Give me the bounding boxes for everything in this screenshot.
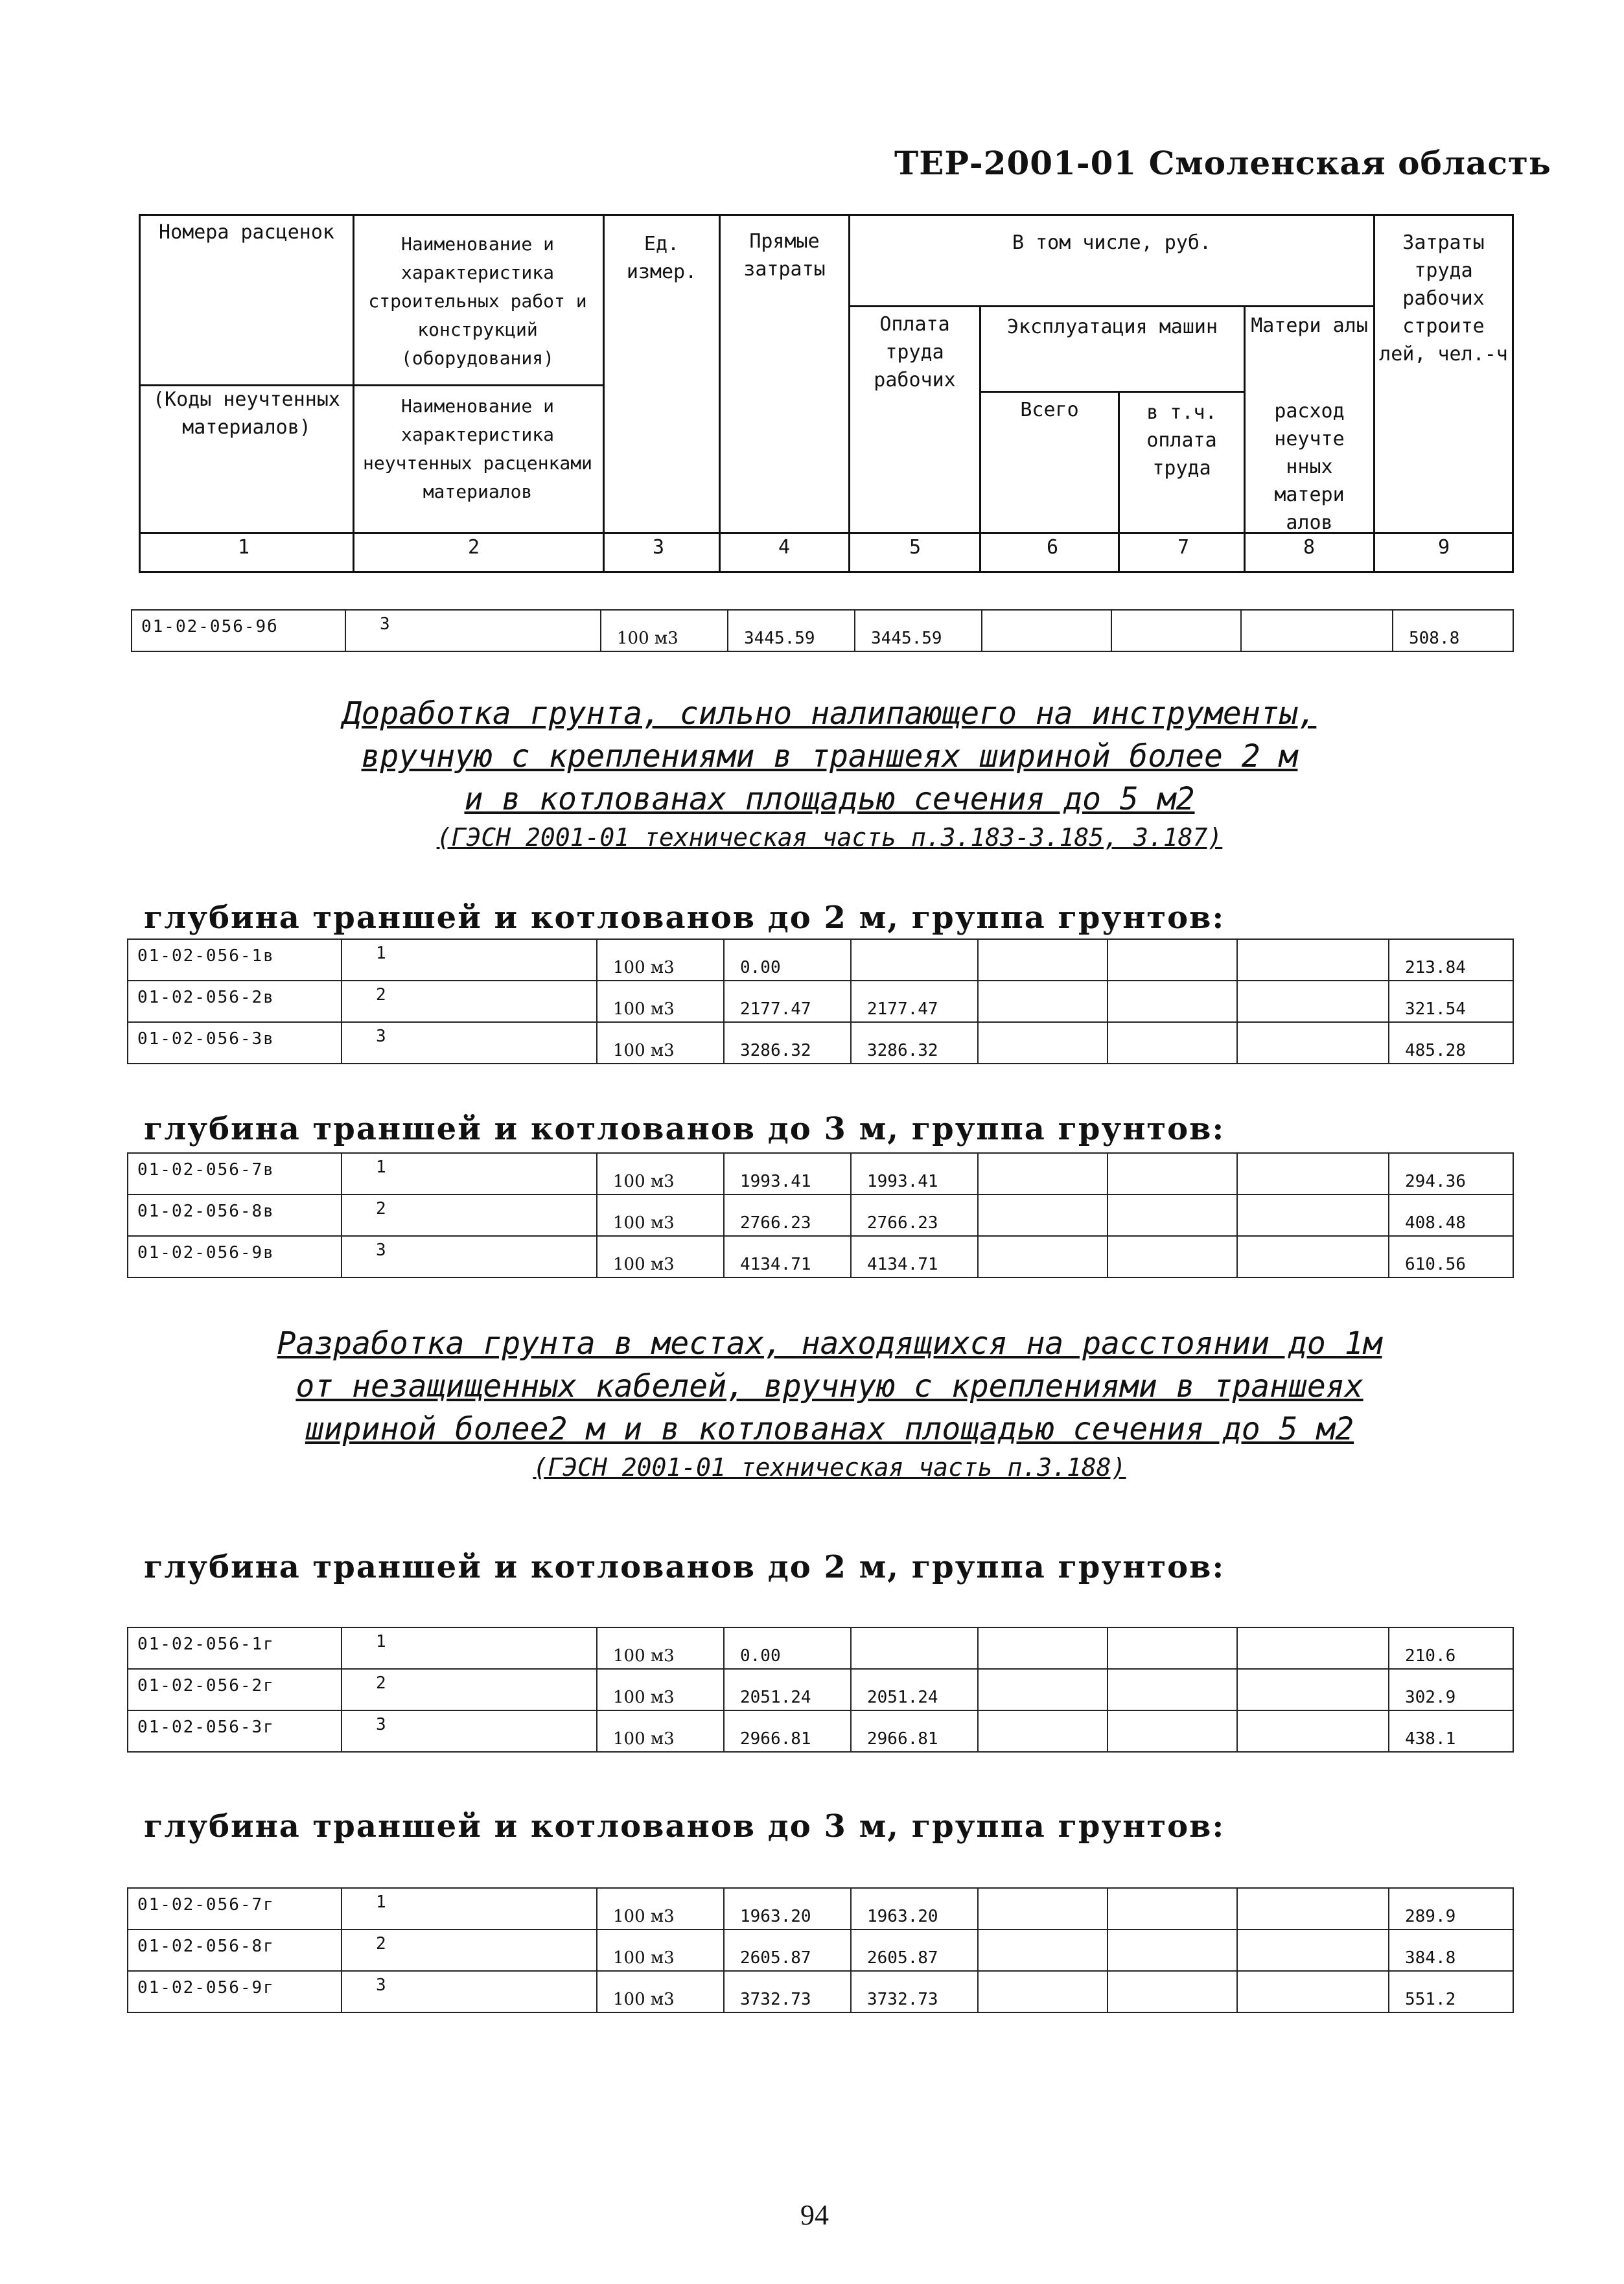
rate-code: 01-02-056-8в xyxy=(128,1195,342,1235)
col-num-7: 7 xyxy=(1177,536,1190,559)
unit: 100 м3 xyxy=(597,1670,725,1710)
header-machines-wage: в т.ч. оплата труда xyxy=(1146,401,1217,480)
wage: 4134.71 xyxy=(852,1237,979,1277)
direct-costs: 3445.59 xyxy=(728,611,855,651)
table-row xyxy=(128,1628,1513,1670)
section1-title xyxy=(149,692,1510,854)
section1-group2-subtitle: глубина траншей и котлованов до 3 м, группа грунтов: xyxy=(144,1111,1225,1147)
header-col1-bottom: (Коды неучтенных материалов) xyxy=(153,388,340,439)
section2-title-line: Разработка грунта в местах, находящихся на расстоянии до 1м xyxy=(277,1325,1382,1362)
labor-costs: 610.56 xyxy=(1405,1255,1466,1274)
direct-costs: 2766.23 xyxy=(725,1195,852,1235)
rate-code: 01-02-056-7в xyxy=(128,1154,342,1194)
wage: 2051.24 xyxy=(852,1670,979,1710)
unit: 100 м3 xyxy=(597,1972,725,2012)
rate-code: 01-02-056-9г xyxy=(128,1972,342,2012)
header-including: В том числе, руб. xyxy=(1012,231,1212,254)
table-row xyxy=(128,1023,1513,1064)
wage: 2605.87 xyxy=(852,1930,979,1970)
wage: 3445.59 xyxy=(855,611,982,651)
section1-group1-subtitle: глубина траншей и котлованов до 2 м, группа грунтов: xyxy=(144,900,1225,936)
soil-group: 2 xyxy=(342,981,597,1021)
soil-group: 2 xyxy=(342,1930,597,1970)
labor-costs: 485.28 xyxy=(1405,1041,1466,1060)
soil-group: 2 xyxy=(342,1195,597,1235)
col-num-3: 3 xyxy=(653,536,665,559)
labor-costs: 438.1 xyxy=(1405,1729,1456,1749)
soil-group: 2 xyxy=(342,1670,597,1710)
wage: 3732.73 xyxy=(852,1972,979,2012)
section1-title-line: вручную с креплениями в траншеях шириной более 2 м xyxy=(361,738,1298,775)
wage: 2177.47 xyxy=(852,981,979,1021)
soil-group: 1 xyxy=(342,1889,597,1929)
labor-costs: 408.48 xyxy=(1405,1213,1466,1233)
labor-costs: 508.8 xyxy=(1409,629,1460,648)
direct-costs: 3732.73 xyxy=(725,1972,852,2012)
header-wage: Оплата труда рабочих xyxy=(874,313,956,391)
section1-title-line: Доработка грунта, сильно налипающего на инструменты, xyxy=(342,695,1317,732)
section1-group1-table xyxy=(127,938,1514,1064)
table-row xyxy=(128,1889,1513,1930)
section2-title-line: от незащищенных кабелей, вручную с креплениями в траншеях xyxy=(296,1368,1363,1404)
col-num-6: 6 xyxy=(1047,536,1059,559)
page-number: 94 xyxy=(800,2199,829,2231)
section2-group1-table xyxy=(127,1627,1514,1753)
direct-costs: 0.00 xyxy=(725,940,852,980)
wage: 2966.81 xyxy=(852,1711,979,1751)
table-row xyxy=(128,1711,1513,1753)
unit: 100 м3 xyxy=(597,1237,725,1277)
direct-costs: 3286.32 xyxy=(725,1023,852,1063)
unit: 100 м3 xyxy=(597,1930,725,1970)
section1-group2-table xyxy=(127,1152,1514,1278)
header-materials: Матери алы xyxy=(1251,314,1368,337)
rate-code: 01-02-056-1в xyxy=(128,940,342,980)
header-machines: Эксплуатация машин xyxy=(1006,316,1218,338)
price-table-top xyxy=(131,609,1514,652)
soil-group: 3 xyxy=(342,1711,597,1751)
unit: 100 м3 xyxy=(597,1889,725,1929)
section2-reference: (ГЭСН 2001-01 техническая часть п.3.188) xyxy=(533,1453,1126,1482)
labor-costs: 210.6 xyxy=(1405,1646,1456,1666)
direct-costs: 2966.81 xyxy=(725,1711,852,1751)
header-col1-top: Номера расценок xyxy=(159,221,334,244)
col-num-5: 5 xyxy=(909,536,922,559)
labor-costs: 302.9 xyxy=(1405,1688,1456,1707)
section2-group1-subtitle: глубина траншей и котлованов до 2 м, группа грунтов: xyxy=(144,1549,1225,1585)
header-direct-costs: Прямые затраты xyxy=(743,230,826,281)
wage: 2766.23 xyxy=(852,1195,979,1235)
wage: 3286.32 xyxy=(852,1023,979,1063)
section2-title xyxy=(149,1322,1510,1484)
header-table xyxy=(139,214,1514,573)
col-num-8: 8 xyxy=(1303,536,1316,559)
section1-title-line: и в котлованах площадью сечения до 5 м2 xyxy=(464,781,1195,817)
labor-costs: 289.9 xyxy=(1405,1907,1456,1926)
unit: 100 м3 xyxy=(597,940,725,980)
soil-group: 1 xyxy=(342,1628,597,1668)
section2-group2-subtitle: глубина траншей и котлованов до 3 м, группа грунтов: xyxy=(144,1808,1225,1845)
col-num-2: 2 xyxy=(468,536,480,559)
direct-costs: 1963.20 xyxy=(725,1889,852,1929)
labor-costs: 294.36 xyxy=(1405,1172,1466,1191)
rate-code: 01-02-056-2г xyxy=(128,1670,342,1710)
section1-reference: (ГЭСН 2001-01 техническая часть п.3.183-3.185, 3.187) xyxy=(436,823,1223,852)
soil-group: 3 xyxy=(346,611,601,651)
rate-code: 01-02-056-3г xyxy=(128,1711,342,1751)
header-unit: Ед. измер. xyxy=(626,233,697,283)
soil-group: 3 xyxy=(342,1972,597,2012)
unit: 100 м3 xyxy=(597,1195,725,1235)
section2-group2-table xyxy=(127,1887,1514,2013)
soil-group: 3 xyxy=(342,1023,597,1063)
unit: 100 м3 xyxy=(597,1154,725,1194)
header-materials-sub: расход неучте нных матери алов xyxy=(1274,400,1345,534)
unit: 100 м3 xyxy=(597,1023,725,1063)
section2-title-line: шириной более2 м и в котлованах площадью сечения до 5 м2 xyxy=(305,1411,1354,1447)
table-row xyxy=(128,1930,1513,1972)
header-machines-total: Всего xyxy=(1020,399,1079,421)
table-row xyxy=(128,1670,1513,1711)
unit: 100 м3 xyxy=(597,1711,725,1751)
wage: 1963.20 xyxy=(852,1889,979,1929)
rate-code: 01-02-056-2в xyxy=(128,981,342,1021)
unit: 100 м3 xyxy=(597,1628,725,1668)
table-row xyxy=(128,1237,1513,1278)
col-num-4: 4 xyxy=(778,536,791,559)
unit: 100 м3 xyxy=(601,611,728,651)
soil-group: 3 xyxy=(342,1237,597,1277)
header-col2-bottom: Наименование и характеристика неучтенных расценками материалов xyxy=(362,395,592,502)
rate-code: 01-02-056-7г xyxy=(128,1889,342,1929)
rate-code: 01-02-056-9б xyxy=(132,611,346,651)
labor-costs: 213.84 xyxy=(1405,958,1466,977)
table-row xyxy=(128,1972,1513,2013)
unit: 100 м3 xyxy=(597,981,725,1021)
direct-costs: 4134.71 xyxy=(725,1237,852,1277)
table-row xyxy=(128,940,1513,981)
table-row xyxy=(128,1154,1513,1195)
header-labor: Затраты труда рабочих строите лей, чел.-ч xyxy=(1379,231,1508,366)
col-num-1: 1 xyxy=(238,536,250,559)
document-title: ТЕР-2001-01 Смоленская область xyxy=(894,144,1551,182)
direct-costs: 0.00 xyxy=(725,1628,852,1668)
table-row xyxy=(132,611,1513,652)
labor-costs: 551.2 xyxy=(1405,1990,1456,2009)
rate-code: 01-02-056-8г xyxy=(128,1930,342,1970)
labor-costs: 321.54 xyxy=(1405,999,1466,1019)
table-row xyxy=(128,981,1513,1023)
rate-code: 01-02-056-1г xyxy=(128,1628,342,1668)
col-num-9: 9 xyxy=(1438,536,1450,559)
table-row xyxy=(128,1195,1513,1237)
wage xyxy=(852,1628,979,1668)
direct-costs: 2051.24 xyxy=(725,1670,852,1710)
direct-costs: 1993.41 xyxy=(725,1154,852,1194)
labor-costs: 384.8 xyxy=(1405,1948,1456,1968)
direct-costs: 2177.47 xyxy=(725,981,852,1021)
header-col2-top: Наименование и характеристика строительных работ и конструкций (оборудования) xyxy=(368,233,587,369)
direct-costs: 2605.87 xyxy=(725,1930,852,1970)
wage: 1993.41 xyxy=(852,1154,979,1194)
wage xyxy=(852,940,979,980)
soil-group: 1 xyxy=(342,1154,597,1194)
soil-group: 1 xyxy=(342,940,597,980)
rate-code: 01-02-056-9в xyxy=(128,1237,342,1277)
rate-code: 01-02-056-3в xyxy=(128,1023,342,1063)
